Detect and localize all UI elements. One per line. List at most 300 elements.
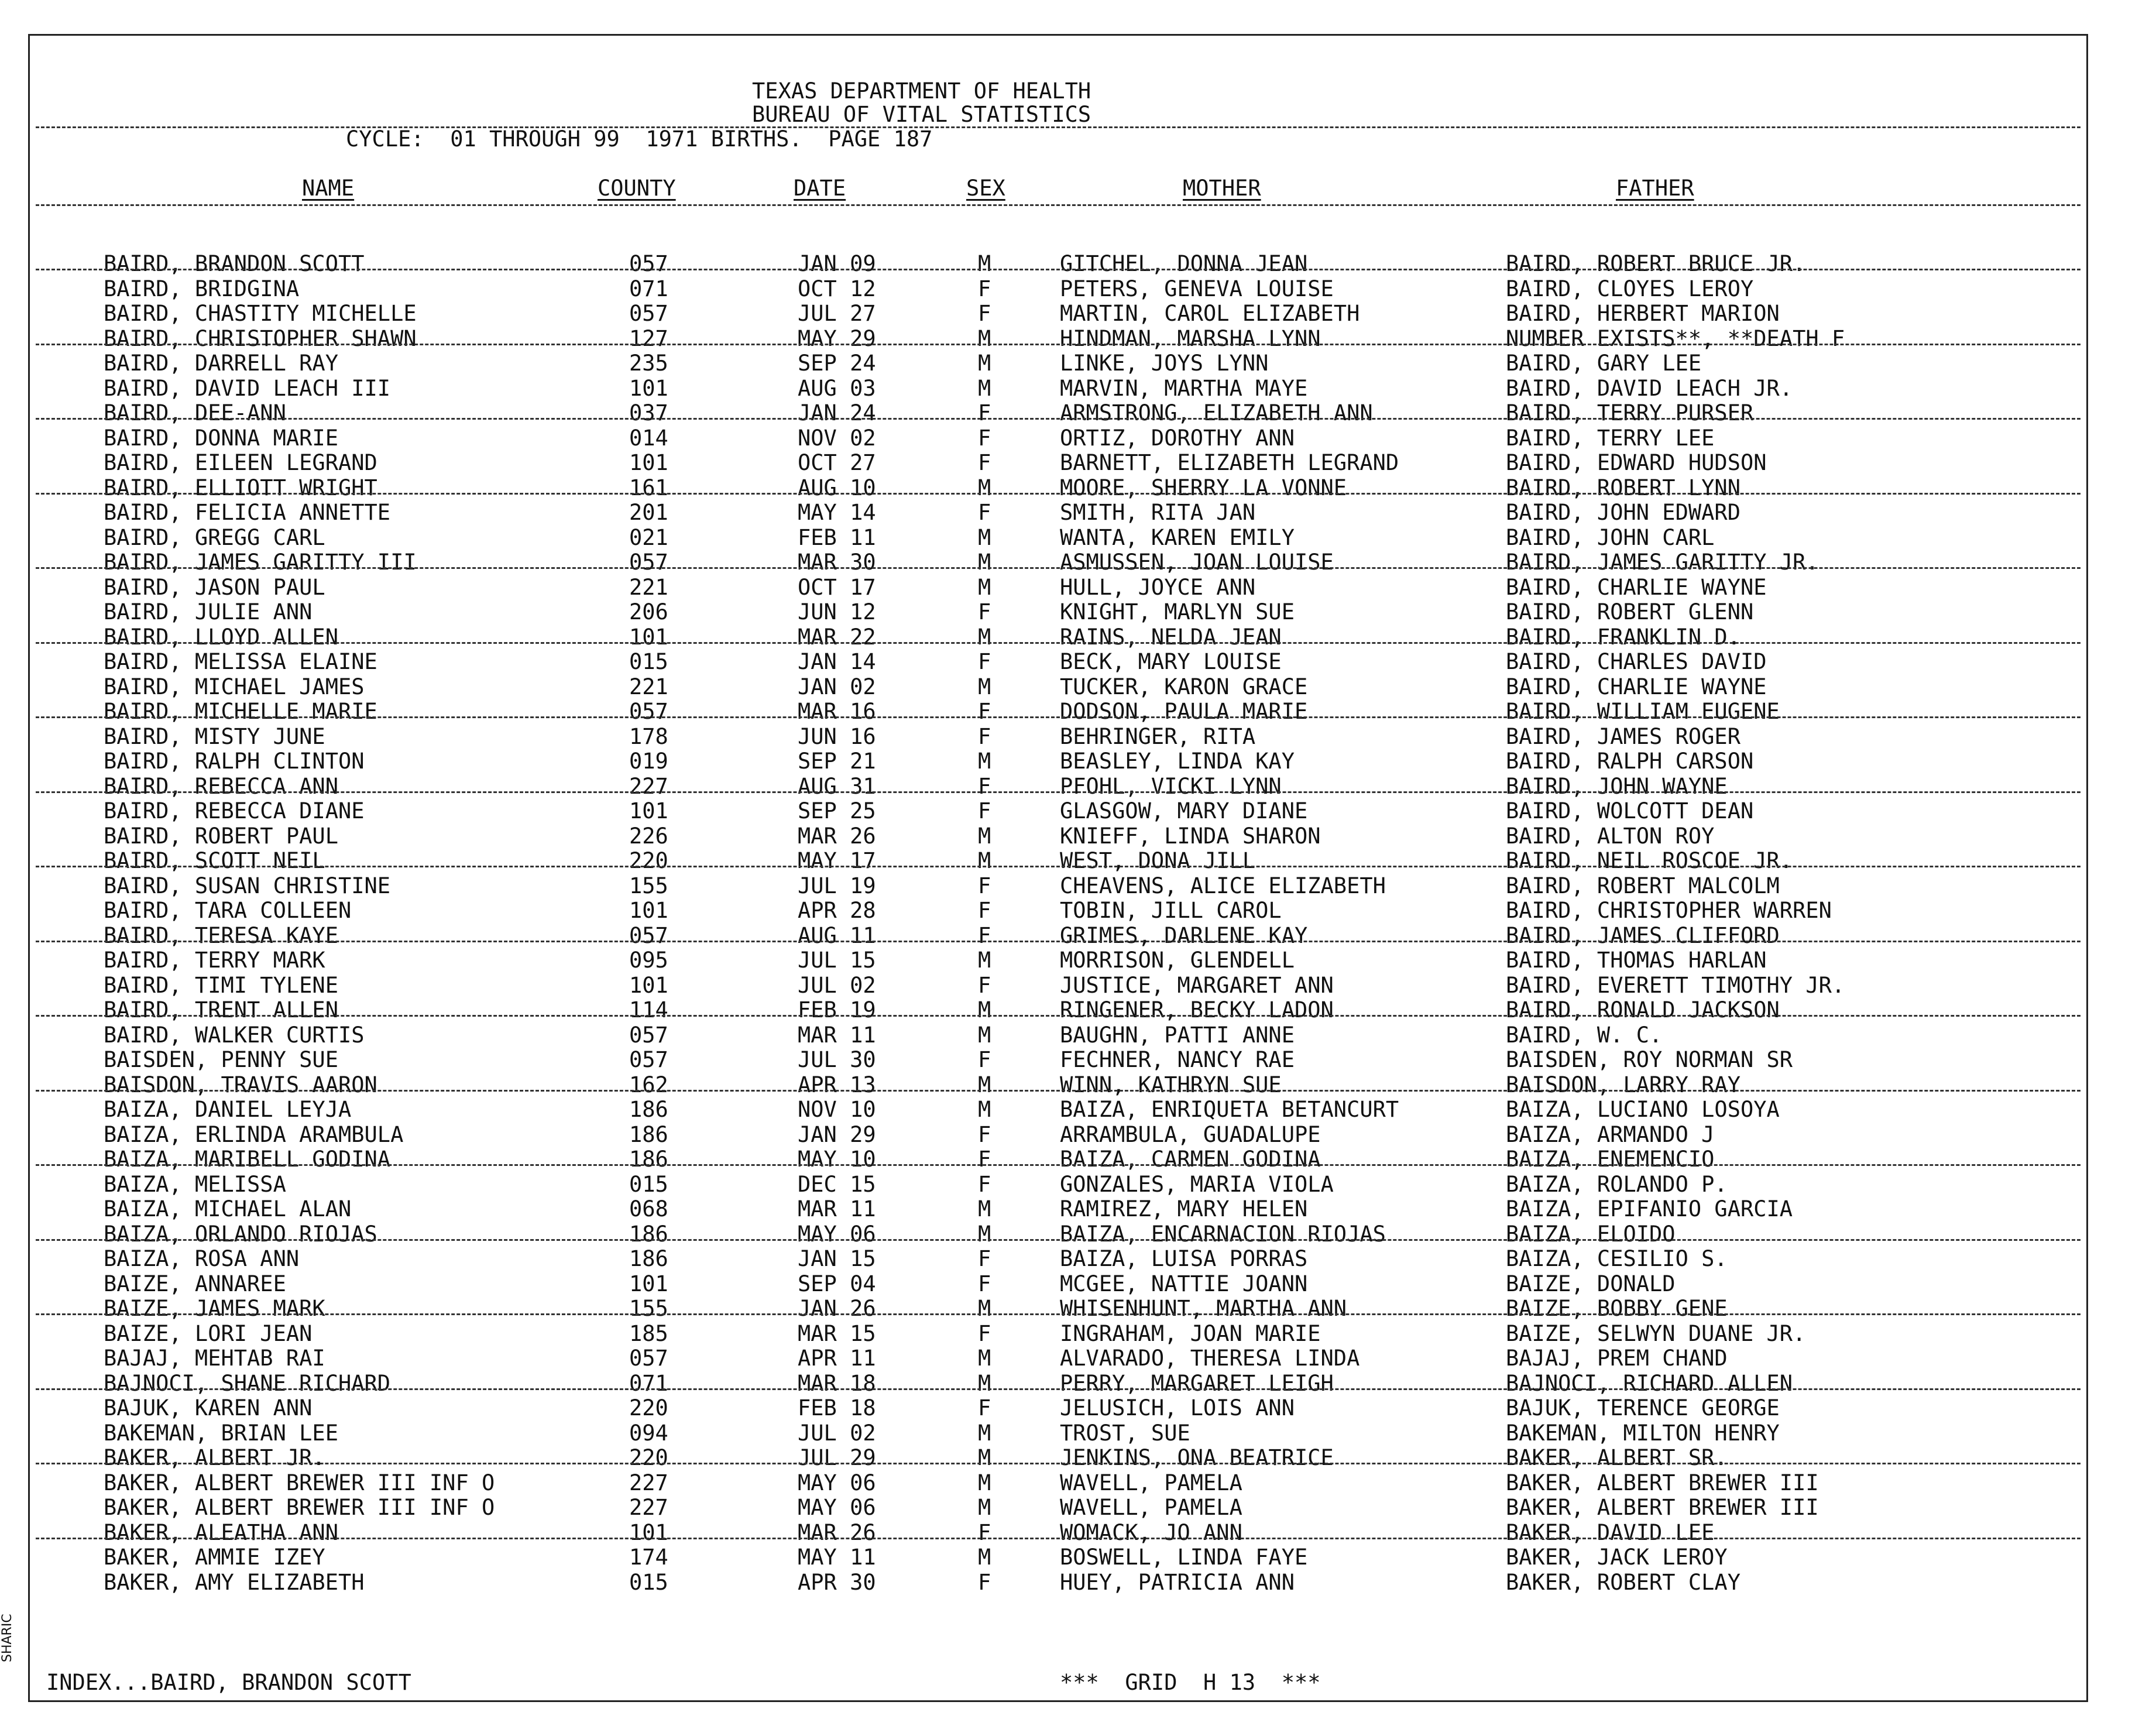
cell-mother: MCGEE, NATTIE JOANN	[1060, 1271, 1308, 1296]
cell-name: BAIRD, LLOYD ALLEN	[104, 624, 338, 650]
cell-date: JUL 30	[798, 1047, 876, 1072]
cell-date: FEB 19	[798, 997, 876, 1023]
cell-sex: M	[978, 1470, 991, 1495]
cell-sex: M	[978, 1545, 991, 1570]
cell-father: BAIRD, CHARLES DAVID	[1506, 649, 1767, 674]
cell-mother: MOORE, SHERRY LA VONNE	[1060, 475, 1347, 500]
cell-county: 071	[629, 1370, 668, 1396]
table-row	[30, 1421, 2086, 1445]
cell-county: 021	[629, 524, 668, 550]
cell-sex: F	[978, 1519, 991, 1545]
cell-father: BAIZE, BOBBY GENE	[1506, 1296, 1728, 1321]
cell-sex: F	[978, 400, 991, 426]
cell-mother: RAMIREZ, MARY HELEN	[1060, 1196, 1308, 1222]
row-separator	[36, 1463, 2080, 1464]
cell-date: NOV 02	[798, 425, 876, 451]
cell-name: BAIRD, ROBERT PAUL	[104, 823, 338, 849]
cell-name: BAIRD, FELICIA ANNETTE	[104, 500, 391, 525]
cell-mother: MORRISON, GLENDELL	[1060, 948, 1295, 973]
row-separator	[36, 1090, 2080, 1092]
cell-name: BAIRD, CHASTITY MICHELLE	[104, 301, 417, 326]
cell-sex: F	[978, 1171, 991, 1197]
department-title: TEXAS DEPARTMENT OF HEALTH	[752, 78, 1091, 104]
cell-name: BAIRD, TERESA KAYE	[104, 922, 338, 948]
cell-mother: WINN, KATHRYN SUE	[1060, 1072, 1282, 1097]
cell-name: BAKER, AMY ELIZABETH	[104, 1569, 365, 1595]
cell-county: 101	[629, 898, 668, 923]
cell-mother: HULL, JOYCE ANN	[1060, 574, 1256, 600]
table-row	[30, 1445, 2086, 1470]
cell-county: 014	[629, 425, 668, 451]
cell-date: DEC 15	[798, 1171, 876, 1197]
bureau-title: BUREAU OF VITAL STATISTICS	[752, 102, 1091, 127]
cell-mother: HINDMAN, MARSHA LYNN	[1060, 325, 1321, 351]
cell-date: MAR 16	[798, 699, 876, 724]
cell-county: 161	[629, 475, 668, 500]
cell-father: BAIRD, ROBERT BRUCE JR.	[1506, 251, 1806, 276]
cell-county: 094	[629, 1420, 668, 1446]
row-separator	[36, 269, 2080, 270]
cell-name: BAIZE, JAMES MARK	[104, 1296, 325, 1321]
cell-sex: F	[978, 500, 991, 525]
cell-mother: WHISENHUNT, MARTHA ANN	[1060, 1296, 1347, 1321]
cell-county: 057	[629, 251, 668, 276]
cell-sex: F	[978, 1047, 991, 1072]
cell-father: BAIRD, RALPH CARSON	[1506, 749, 1754, 774]
cell-date: APR 28	[798, 898, 876, 923]
cell-date: JUL 27	[798, 301, 876, 326]
cell-father: BAIRD, CHRISTOPHER WARREN	[1506, 898, 1832, 923]
table-row	[30, 997, 2086, 1022]
cell-date: AUG 03	[798, 375, 876, 401]
cell-county: 221	[629, 574, 668, 600]
table-row	[30, 500, 2086, 524]
cell-name: BAIRD, JAMES GARITTY III	[104, 550, 417, 575]
table-row	[30, 1271, 2086, 1296]
cell-mother: BAIZA, ENRIQUETA BETANCURT	[1060, 1097, 1399, 1122]
cell-county: 037	[629, 400, 668, 426]
cell-father: BAKER, DAVID LEE	[1506, 1519, 1715, 1545]
cell-father: BAISDON, LARRY RAY	[1506, 1072, 1740, 1097]
cell-name: BAIRD, DEE-ANN	[104, 400, 286, 426]
table-row	[30, 824, 2086, 848]
cell-county: 127	[629, 325, 668, 351]
cell-father: BAIRD, THOMAS HARLAN	[1506, 948, 1767, 973]
cell-father: BAIRD, HERBERT MARION	[1506, 301, 1780, 326]
table-row	[30, 699, 2086, 723]
cell-name: BAIRD, TARA COLLEEN	[104, 898, 352, 923]
cell-sex: F	[978, 450, 991, 475]
cell-father: BAIRD, RONALD JACKSON	[1506, 997, 1780, 1023]
row-separator	[36, 418, 2080, 420]
cell-mother: BAIZA, ENCARNACION RIOJAS	[1060, 1221, 1386, 1247]
cell-name: BAIRD, EILEEN LEGRAND	[104, 450, 377, 475]
table-row	[30, 301, 2086, 325]
cell-mother: JELUSICH, LOIS ANN	[1060, 1395, 1295, 1421]
cell-father: BAKER, ALBERT BREWER III	[1506, 1470, 1819, 1495]
cell-name: BAIRD, MICHAEL JAMES	[104, 674, 365, 699]
cell-county: 155	[629, 1296, 668, 1321]
cell-date: SEP 21	[798, 749, 876, 774]
cell-date: APR 13	[798, 1072, 876, 1097]
cell-father: BAIRD, JAMES ROGER	[1506, 723, 1740, 749]
cell-mother: CHEAVENS, ALICE ELIZABETH	[1060, 873, 1386, 898]
table-row	[30, 1371, 2086, 1395]
cell-father: BAIRD, ROBERT LYNN	[1506, 475, 1740, 500]
table-row	[30, 251, 2086, 276]
cell-father: BAIRD, JOHN CARL	[1506, 524, 1715, 550]
cell-mother: WAVELL, PAMELA	[1060, 1495, 1242, 1520]
column-header-name: NAME	[302, 176, 355, 201]
cell-date: MAY 10	[798, 1147, 876, 1172]
cell-county: 186	[629, 1147, 668, 1172]
cell-mother: WAVELL, PAMELA	[1060, 1470, 1242, 1495]
cell-mother: BEASLEY, LINDA KAY	[1060, 749, 1295, 774]
table-row	[30, 898, 2086, 922]
cell-name: BAIRD, SCOTT NEIL	[104, 848, 325, 873]
row-separator	[36, 866, 2080, 867]
cell-father: BAIRD, JAMES CLIFFORD	[1506, 922, 1780, 948]
cell-date: JAN 24	[798, 400, 876, 426]
cell-sex: M	[978, 624, 991, 650]
cell-father: BAJUK, TERENCE GEORGE	[1506, 1395, 1780, 1421]
cell-sex: M	[978, 1097, 991, 1122]
table-row	[30, 450, 2086, 475]
table-row	[30, 426, 2086, 450]
cell-county: 057	[629, 1346, 668, 1371]
table-row	[30, 1047, 2086, 1072]
column-header-father: FATHER	[1616, 176, 1694, 201]
table-row	[30, 376, 2086, 400]
row-separator	[36, 716, 2080, 718]
cell-mother: ALVARADO, THERESA LINDA	[1060, 1346, 1360, 1371]
cell-date: APR 11	[798, 1346, 876, 1371]
cell-sex: M	[978, 475, 991, 500]
cell-name: BAIZA, ORLANDO RIOJAS	[104, 1221, 377, 1247]
cell-date: MAY 17	[798, 848, 876, 873]
cell-mother: GRIMES, DARLENE KAY	[1060, 922, 1308, 948]
cell-date: OCT 17	[798, 574, 876, 600]
cell-name: BAIRD, TERRY MARK	[104, 948, 325, 973]
cell-date: JAN 29	[798, 1121, 876, 1147]
cell-county: 174	[629, 1545, 668, 1570]
cell-father: BAIRD, TERRY LEE	[1506, 425, 1715, 451]
cell-father: BAIRD, W. C.	[1506, 1022, 1663, 1048]
cell-mother: ARMSTRONG, ELIZABETH ANN	[1060, 400, 1373, 426]
cell-mother: SMITH, RITA JAN	[1060, 500, 1256, 525]
cell-date: JUL 19	[798, 873, 876, 898]
cell-father: BAIZA, ENEMENCIO	[1506, 1147, 1715, 1172]
cell-sex: M	[978, 1072, 991, 1097]
cell-date: JUL 29	[798, 1445, 876, 1470]
cell-mother: FECHNER, NANCY RAE	[1060, 1047, 1295, 1072]
cell-county: 227	[629, 773, 668, 799]
cell-name: BAISDEN, PENNY SUE	[104, 1047, 338, 1072]
cell-sex: F	[978, 922, 991, 948]
cell-county: 015	[629, 1569, 668, 1595]
cell-father: BAIRD, WOLCOTT DEAN	[1506, 798, 1754, 824]
grid-footer: *** GRID H 13 ***	[1060, 1670, 1321, 1695]
table-row	[30, 1147, 2086, 1171]
cell-county: 057	[629, 1022, 668, 1048]
cell-mother: JENKINS, ONA BEATRICE	[1060, 1445, 1334, 1470]
table-row	[30, 1246, 2086, 1271]
cell-county: 057	[629, 301, 668, 326]
table-row	[30, 774, 2086, 798]
cell-sex: F	[978, 699, 991, 724]
cell-father: BAKER, ALBERT BREWER III	[1506, 1495, 1819, 1520]
table-row	[30, 599, 2086, 624]
cell-mother: BEHRINGER, RITA	[1060, 723, 1256, 749]
cell-name: BAIRD, DAVID LEACH III	[104, 375, 391, 401]
cell-father: BAIRD, JAMES GARITTY JR.	[1506, 550, 1819, 575]
cell-name: BAIRD, BRIDGINA	[104, 276, 300, 301]
cell-county: 220	[629, 1395, 668, 1421]
cell-sex: F	[978, 1569, 991, 1595]
cell-mother: MARVIN, MARTHA MAYE	[1060, 375, 1308, 401]
cell-name: BAKEMAN, BRIAN LEE	[104, 1420, 338, 1446]
cell-father: BAIRD, EDWARD HUDSON	[1506, 450, 1767, 475]
cell-mother: PERRY, MARGARET LEIGH	[1060, 1370, 1334, 1396]
cell-father: BAIRD, ROBERT MALCOLM	[1506, 873, 1780, 898]
cell-date: MAY 06	[798, 1495, 876, 1520]
cell-father: BAIZA, LUCIANO LOSOYA	[1506, 1097, 1780, 1122]
cell-name: BAJAJ, MEHTAB RAI	[104, 1346, 325, 1371]
cell-date: JUN 12	[798, 599, 876, 625]
cell-name: BAIRD, MELISSA ELAINE	[104, 649, 377, 674]
cell-county: 015	[629, 649, 668, 674]
cell-date: MAY 06	[798, 1221, 876, 1247]
cell-name: BAIRD, REBECCA ANN	[104, 773, 338, 799]
cell-county: 057	[629, 1047, 668, 1072]
cell-sex: F	[978, 1395, 991, 1421]
cell-name: BAJNOCI, SHANE RICHARD	[104, 1370, 391, 1396]
sharic-label: SHARIC	[0, 1614, 15, 1662]
row-separator	[36, 1164, 2080, 1166]
cell-name: BAIRD, BRANDON SCOTT	[104, 251, 365, 276]
cell-sex: F	[978, 1320, 991, 1346]
cell-father: BAIRD, JOHN EDWARD	[1506, 500, 1740, 525]
cell-mother: ORTIZ, DOROTHY ANN	[1060, 425, 1295, 451]
cell-name: BAIRD, TRENT ALLEN	[104, 997, 338, 1023]
column-header-divider	[36, 204, 2080, 206]
cell-name: BAKER, AMMIE IZEY	[104, 1545, 325, 1570]
table-row	[30, 749, 2086, 773]
cell-name: BAIRD, MISTY JUNE	[104, 723, 325, 749]
cycle-page-line: CYCLE: 01 THROUGH 99 1971 BIRTHS. PAGE 187	[346, 126, 933, 152]
table-row	[30, 948, 2086, 972]
cell-county: 186	[629, 1121, 668, 1147]
table-row	[30, 326, 2086, 351]
cell-name: BAIRD, SUSAN CHRISTINE	[104, 873, 391, 898]
table-row	[30, 1545, 2086, 1569]
cell-county: 101	[629, 375, 668, 401]
cell-mother: MARTIN, CAROL ELIZABETH	[1060, 301, 1360, 326]
cell-mother: BAIZA, CARMEN GODINA	[1060, 1147, 1321, 1172]
cell-name: BAIRD, REBECCA DIANE	[104, 798, 365, 824]
cell-mother: KNIEFF, LINDA SHARON	[1060, 823, 1321, 849]
cell-mother: GONZALES, MARIA VIOLA	[1060, 1171, 1334, 1197]
cell-date: JUL 15	[798, 948, 876, 973]
cell-mother: GLASGOW, MARY DIANE	[1060, 798, 1308, 824]
cell-father: BAKER, ROBERT CLAY	[1506, 1569, 1740, 1595]
table-row	[30, 674, 2086, 699]
row-separator	[36, 567, 2080, 569]
row-separator	[36, 1388, 2080, 1390]
cell-name: BAIZA, MICHAEL ALAN	[104, 1196, 352, 1222]
cell-sex: F	[978, 1121, 991, 1147]
cell-sex: M	[978, 823, 991, 849]
cell-name: BAIRD, MICHELLE MARIE	[104, 699, 377, 724]
table-row	[30, 1097, 2086, 1121]
cell-mother: TROST, SUE	[1060, 1420, 1190, 1446]
cell-name: BAIRD, RALPH CLINTON	[104, 749, 365, 774]
cell-father: BAIRD, DAVID LEACH JR.	[1506, 375, 1793, 401]
cell-name: BAKER, ALBERT BREWER III INF O	[104, 1470, 495, 1495]
cell-date: MAR 18	[798, 1370, 876, 1396]
cell-county: 220	[629, 1445, 668, 1470]
cell-date: MAR 26	[798, 1519, 876, 1545]
cell-mother: WEST, DONA JILL	[1060, 848, 1256, 873]
cell-father: BAISDEN, ROY NORMAN SR	[1506, 1047, 1793, 1072]
cell-sex: M	[978, 524, 991, 550]
cell-mother: INGRAHAM, JOAN MARIE	[1060, 1320, 1321, 1346]
cell-name: BAIZA, MELISSA	[104, 1171, 286, 1197]
cell-sex: F	[978, 898, 991, 923]
cell-sex: M	[978, 674, 991, 699]
cell-sex: F	[978, 773, 991, 799]
cell-name: BAKER, ALEATHA ANN	[104, 1519, 338, 1545]
cell-date: NOV 10	[798, 1097, 876, 1122]
row-separator	[36, 1313, 2080, 1315]
cell-name: BAIRD, CHRISTOPHER SHAWN	[104, 325, 417, 351]
cell-county: 220	[629, 848, 668, 873]
cell-sex: M	[978, 749, 991, 774]
cell-county: 221	[629, 674, 668, 699]
cell-county: 071	[629, 276, 668, 301]
cell-mother: TOBIN, JILL CAROL	[1060, 898, 1282, 923]
cell-county: 057	[629, 922, 668, 948]
cell-date: MAR 22	[798, 624, 876, 650]
cell-date: SEP 24	[798, 351, 876, 376]
table-row	[30, 1520, 2086, 1545]
cell-county: 068	[629, 1196, 668, 1222]
cell-name: BAIRD, JASON PAUL	[104, 574, 325, 600]
cell-sex: M	[978, 1495, 991, 1520]
table-row	[30, 276, 2086, 301]
cell-sex: M	[978, 1370, 991, 1396]
row-separator	[36, 1015, 2080, 1017]
cell-sex: M	[978, 1420, 991, 1446]
table-row	[30, 1172, 2086, 1196]
cell-sex: M	[978, 1196, 991, 1222]
cell-sex: F	[978, 972, 991, 998]
cell-father: BAIRD, ALTON ROY	[1506, 823, 1715, 849]
cell-date: MAY 06	[798, 1470, 876, 1495]
cell-name: BAIRD, TIMI TYLENE	[104, 972, 338, 998]
cell-mother: BARNETT, ELIZABETH LEGRAND	[1060, 450, 1399, 475]
cell-mother: BAUGHN, PATTI ANNE	[1060, 1022, 1295, 1048]
cell-name: BAJUK, KAREN ANN	[104, 1395, 313, 1421]
cell-mother: WANTA, KAREN EMILY	[1060, 524, 1295, 550]
cell-name: BAIZA, DANIEL LEYJA	[104, 1097, 352, 1122]
cell-sex: M	[978, 351, 991, 376]
cell-mother: WOMACK, JO ANN	[1060, 1519, 1242, 1545]
cell-sex: M	[978, 375, 991, 401]
cell-father: BAJAJ, PREM CHAND	[1506, 1346, 1728, 1371]
row-separator	[36, 1538, 2080, 1539]
cell-date: AUG 10	[798, 475, 876, 500]
cell-county: 162	[629, 1072, 668, 1097]
cell-mother: ARRAMBULA, GUADALUPE	[1060, 1121, 1321, 1147]
cell-county: 178	[629, 723, 668, 749]
cell-county: 101	[629, 798, 668, 824]
table-row	[30, 1470, 2086, 1495]
row-separator	[36, 344, 2080, 345]
cell-date: MAR 15	[798, 1320, 876, 1346]
table-row	[30, 1346, 2086, 1370]
cell-sex: M	[978, 1022, 991, 1048]
cell-date: APR 30	[798, 1569, 876, 1595]
cell-name: BAIRD, GREGG CARL	[104, 524, 325, 550]
cell-sex: F	[978, 425, 991, 451]
table-row	[30, 923, 2086, 948]
table-row	[30, 400, 2086, 425]
row-separator	[36, 493, 2080, 495]
cell-sex: M	[978, 550, 991, 575]
cell-father: BAIRD, GARY LEE	[1506, 351, 1702, 376]
cell-father: BAJNOCI, RICHARD ALLEN	[1506, 1370, 1793, 1396]
cell-date: MAR 11	[798, 1022, 876, 1048]
cell-father: BAIZA, CESILIO S.	[1506, 1246, 1728, 1271]
cell-father: BAKEMAN, MILTON HENRY	[1506, 1420, 1780, 1446]
cell-date: JAN 15	[798, 1246, 876, 1271]
cell-county: 101	[629, 624, 668, 650]
cell-date: JAN 02	[798, 674, 876, 699]
cell-sex: M	[978, 1221, 991, 1247]
index-footer: INDEX...BAIRD, BRANDON SCOTT	[46, 1670, 411, 1695]
cell-date: JAN 09	[798, 251, 876, 276]
cell-county: 101	[629, 972, 668, 998]
cell-county: 206	[629, 599, 668, 625]
header-divider	[36, 126, 2080, 128]
cell-name: BAKER, ALBERT BREWER III INF O	[104, 1495, 495, 1520]
cell-mother: DODSON, PAULA MARIE	[1060, 699, 1308, 724]
cell-father: BAIZE, SELWYN DUANE JR.	[1506, 1320, 1806, 1346]
cell-date: FEB 11	[798, 524, 876, 550]
cell-name: BAIRD, DONNA MARIE	[104, 425, 338, 451]
column-header-date: DATE	[794, 176, 846, 201]
cell-date: AUG 31	[798, 773, 876, 799]
cell-county: 227	[629, 1470, 668, 1495]
table-row	[30, 1222, 2086, 1246]
cell-date: JAN 14	[798, 649, 876, 674]
cell-date: MAY 11	[798, 1545, 876, 1570]
table-row	[30, 550, 2086, 574]
cell-sex: F	[978, 1271, 991, 1296]
cell-mother: RINGENER, BECKY LADON	[1060, 997, 1334, 1023]
table-row	[30, 873, 2086, 898]
row-separator	[36, 791, 2080, 793]
cell-name: BAIRD, DARRELL RAY	[104, 351, 338, 376]
cell-mother: LINKE, JOYS LYNN	[1060, 351, 1269, 376]
cell-name: BAIZA, ROSA ANN	[104, 1246, 300, 1271]
table-row	[30, 1122, 2086, 1147]
row-separator	[36, 1239, 2080, 1241]
cell-father: BAIRD, ROBERT GLENN	[1506, 599, 1754, 625]
cell-date: JUN 16	[798, 723, 876, 749]
cell-father: BAIRD, TERRY PURSER	[1506, 400, 1754, 426]
